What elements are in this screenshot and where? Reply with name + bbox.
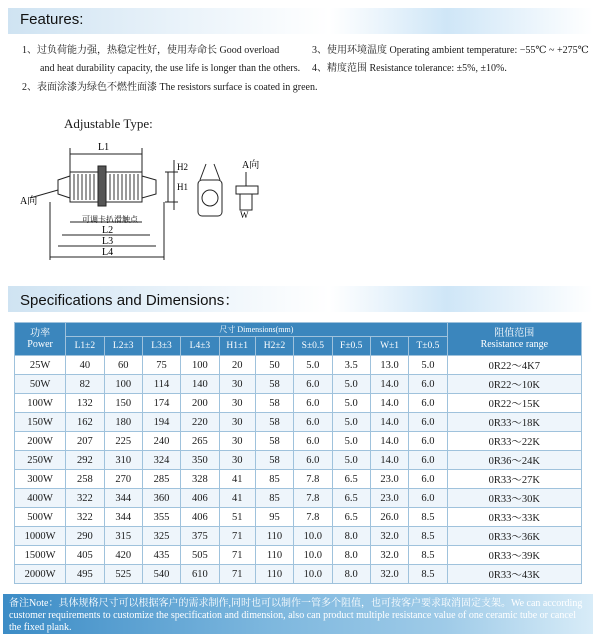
range-cell: 0R33～27K [447, 470, 581, 489]
dimension-cell: 6.0 [294, 394, 332, 413]
dimension-cell: 324 [142, 451, 180, 470]
range-cell: 0R33～18K [447, 413, 581, 432]
dimension-cell: 10.0 [294, 546, 332, 565]
table-row [15, 527, 582, 546]
feature-4: 4、精度范围 Resistance tolerance: ±5%, ±10%. [312, 63, 507, 74]
dimension-cell: 23.0 [370, 489, 408, 508]
dimension-cell: 220 [181, 413, 219, 432]
dimension-cell: 71 [219, 565, 255, 584]
power-cell: 250W [15, 451, 66, 470]
dimension-cell: 355 [142, 508, 180, 527]
dimension-cell: 30 [219, 432, 255, 451]
note-box [3, 594, 593, 634]
dimension-cell: 40 [66, 356, 104, 375]
feature-1-line-2: and heat durability capacity, the use life is longer than the others. [40, 63, 301, 74]
dimension-cell: 8.5 [409, 527, 447, 546]
dim-w-label: W [240, 210, 249, 220]
adjustable-resistor-drawing [20, 132, 290, 267]
dimension-cell: 100 [104, 375, 142, 394]
dim-l2-label: L2 [102, 225, 114, 236]
table-row [15, 546, 582, 565]
dimension-cell: 6.0 [409, 375, 447, 394]
power-cell: 500W [15, 508, 66, 527]
range-cell: 0R33～43K [447, 565, 581, 584]
dimension-cell: 194 [142, 413, 180, 432]
dimension-cell: 162 [66, 413, 104, 432]
table-row [15, 413, 582, 432]
dimension-cell: 14.0 [370, 413, 408, 432]
dimension-cell: 132 [66, 394, 104, 413]
dimension-cell: 258 [66, 470, 104, 489]
dimension-cell: 58 [255, 394, 293, 413]
dimension-cell: 10.0 [294, 565, 332, 584]
dim-h2-label: H2 [177, 162, 188, 172]
dimension-cell: 350 [181, 451, 219, 470]
column-header: F±0.5 [332, 337, 370, 356]
table-row [15, 508, 582, 527]
range-header-en: Resistance range [480, 339, 549, 350]
dimension-cell: 8.0 [332, 565, 370, 584]
dimension-cell: 7.8 [294, 508, 332, 527]
dimension-cell: 310 [104, 451, 142, 470]
dimension-cell: 60 [104, 356, 142, 375]
dimension-cell: 5.0 [332, 413, 370, 432]
dimension-cell: 14.0 [370, 375, 408, 394]
feature-3: 3、使用环境温度 Operating ambient temperature: −55℃ ~ +275℃ [312, 45, 589, 56]
range-cell: 0R33～33K [447, 508, 581, 527]
dim-l4-label: L4 [102, 247, 114, 258]
dimension-cell: 540 [142, 565, 180, 584]
dimension-cell: 6.5 [332, 489, 370, 508]
dimension-cell: 375 [181, 527, 219, 546]
table-row [15, 470, 582, 489]
dimension-cell: 180 [104, 413, 142, 432]
feature-2: 2、表面涂漆为绿色不燃性面漆 The resistors surface is coated in green. [22, 82, 318, 93]
table-row [15, 394, 582, 413]
dimension-cell: 114 [142, 375, 180, 394]
range-cell: 0R33～36K [447, 527, 581, 546]
power-header-cn: 功率 [30, 328, 51, 339]
dimension-cell: 8.5 [409, 565, 447, 584]
features-banner [8, 8, 593, 34]
dimension-cell: 5.0 [332, 375, 370, 394]
column-header: H1±1 [219, 337, 255, 356]
dimension-cell: 14.0 [370, 432, 408, 451]
dimension-cell: 110 [255, 527, 293, 546]
dimension-cell: 225 [104, 432, 142, 451]
dimension-cell: 8.5 [409, 546, 447, 565]
power-cell: 100W [15, 394, 66, 413]
dimension-cell: 6.0 [409, 394, 447, 413]
dimension-cell: 6.0 [409, 470, 447, 489]
dimension-cell: 20 [219, 356, 255, 375]
range-cell: 0R22～10K [447, 375, 581, 394]
range-header-cn: 阻值范围 [494, 328, 535, 339]
dimension-cell: 405 [66, 546, 104, 565]
range-cell: 0R22～15K [447, 394, 581, 413]
dim-l3-label: L3 [102, 236, 114, 247]
dimension-cell: 525 [104, 565, 142, 584]
dimension-cell: 495 [66, 565, 104, 584]
table-row [15, 451, 582, 470]
dimension-cell: 100 [181, 356, 219, 375]
dimension-cell: 6.0 [409, 489, 447, 508]
slider-label: 可调卡扒滑触点 [82, 215, 138, 224]
dimension-cell: 5.0 [332, 451, 370, 470]
range-cell: 0R33～22K [447, 432, 581, 451]
dimension-cell: 328 [181, 470, 219, 489]
dimension-cell: 32.0 [370, 546, 408, 565]
spec-table-body [15, 356, 582, 584]
dimension-cell: 14.0 [370, 451, 408, 470]
power-cell: 1000W [15, 527, 66, 546]
dimension-cell: 58 [255, 432, 293, 451]
spec-table [14, 322, 582, 584]
dimension-cell: 240 [142, 432, 180, 451]
dimension-cell: 3.5 [332, 356, 370, 375]
column-header: L4±3 [181, 337, 219, 356]
dimension-cell: 5.0 [409, 356, 447, 375]
column-header: L2±3 [104, 337, 142, 356]
dimension-cell: 71 [219, 527, 255, 546]
power-cell: 2000W [15, 565, 66, 584]
a-direction-right-label: A向 [242, 160, 260, 171]
dimension-cell: 322 [66, 508, 104, 527]
power-cell: 200W [15, 432, 66, 451]
dimension-cell: 6.5 [332, 470, 370, 489]
dimension-cell: 51 [219, 508, 255, 527]
dimension-cell: 360 [142, 489, 180, 508]
power-header [15, 323, 66, 356]
table-row [15, 565, 582, 584]
power-header-en: Power [27, 339, 53, 350]
dimension-cell: 8.0 [332, 527, 370, 546]
dimension-cell: 174 [142, 394, 180, 413]
dimensions-header: 尺寸 Dimensions(mm) [66, 323, 447, 337]
dimension-cell: 26.0 [370, 508, 408, 527]
range-cell: 0R22～4K7 [447, 356, 581, 375]
range-cell: 0R36～24K [447, 451, 581, 470]
dimension-cell: 406 [181, 508, 219, 527]
dimension-cell: 435 [142, 546, 180, 565]
dimension-cell: 110 [255, 565, 293, 584]
dimension-cell: 290 [66, 527, 104, 546]
dimension-cell: 6.5 [332, 508, 370, 527]
dimension-cell: 6.0 [409, 432, 447, 451]
dimension-cell: 32.0 [370, 527, 408, 546]
dimension-cell: 344 [104, 489, 142, 508]
dimension-cell: 30 [219, 394, 255, 413]
dimension-cell: 30 [219, 375, 255, 394]
table-row [15, 356, 582, 375]
dimension-cell: 6.0 [409, 451, 447, 470]
dimension-cell: 10.0 [294, 527, 332, 546]
dimension-cell: 30 [219, 451, 255, 470]
dimension-cell: 322 [66, 489, 104, 508]
column-header: L1±2 [66, 337, 104, 356]
feature-1-line-1: 1、过负荷能力强，热稳定性好，使用寿命长 Good overload [22, 45, 280, 56]
column-header: T±0.5 [409, 337, 447, 356]
dimension-cell: 5.0 [332, 394, 370, 413]
dimension-cell: 610 [181, 565, 219, 584]
column-header: W±1 [370, 337, 408, 356]
table-row [15, 432, 582, 451]
power-cell: 1500W [15, 546, 66, 565]
adjustable-type-title: Adjustable Type: [64, 116, 153, 131]
dimension-cell: 200 [181, 394, 219, 413]
dimension-cell: 58 [255, 375, 293, 394]
range-cell: 0R33～30K [447, 489, 581, 508]
dimension-cell: 32.0 [370, 565, 408, 584]
dimension-cell: 58 [255, 413, 293, 432]
dimension-cell: 7.8 [294, 489, 332, 508]
dimension-cell: 71 [219, 546, 255, 565]
features-title: Features: [20, 11, 84, 28]
dimension-cell: 420 [104, 546, 142, 565]
dimension-cell: 41 [219, 489, 255, 508]
power-cell: 150W [15, 413, 66, 432]
dimension-cell: 85 [255, 489, 293, 508]
dimension-cell: 315 [104, 527, 142, 546]
dimension-cell: 8.5 [409, 508, 447, 527]
dimension-cell: 6.0 [294, 375, 332, 394]
power-cell: 25W [15, 356, 66, 375]
dimension-cell: 140 [181, 375, 219, 394]
table-row [15, 375, 582, 394]
dimension-cell: 344 [104, 508, 142, 527]
dimension-cell: 325 [142, 527, 180, 546]
dimension-cell: 292 [66, 451, 104, 470]
power-cell: 400W [15, 489, 66, 508]
dimension-cell: 6.0 [294, 413, 332, 432]
dim-h1-label: H1 [177, 182, 188, 192]
range-cell: 0R33～39K [447, 546, 581, 565]
dimension-cell: 6.0 [294, 451, 332, 470]
dimension-cell: 5.0 [294, 356, 332, 375]
dimension-cell: 5.0 [332, 432, 370, 451]
a-direction-left-label: A向 [20, 196, 38, 207]
dim-l1-label: L1 [98, 142, 110, 153]
power-cell: 300W [15, 470, 66, 489]
column-header: H2±2 [255, 337, 293, 356]
power-cell: 50W [15, 375, 66, 394]
dimension-cell: 6.0 [294, 432, 332, 451]
dimension-cell: 95 [255, 508, 293, 527]
dimension-cell: 270 [104, 470, 142, 489]
table-row [15, 489, 582, 508]
dimension-cell: 150 [104, 394, 142, 413]
note-text: 备注Note：具体规格尺寸可以根据客户的需求制作,同时也可以制作一管多个阻值，也可按客户要求取消固定支架。We can according customer requirements to customize the specification and dimension, also can product multiple resistance value of one ceramic tube or cancel the fixed plank. [9, 598, 583, 633]
dimension-cell: 41 [219, 470, 255, 489]
specs-banner [8, 286, 593, 312]
dimension-cell: 265 [181, 432, 219, 451]
dimension-cell: 13.0 [370, 356, 408, 375]
dimension-cell: 85 [255, 470, 293, 489]
dimension-cell: 207 [66, 432, 104, 451]
dimension-cell: 8.0 [332, 546, 370, 565]
specs-title: Specifications and Dimensions： [20, 292, 240, 309]
dimension-cell: 75 [142, 356, 180, 375]
dimension-cell: 505 [181, 546, 219, 565]
dimension-cell: 7.8 [294, 470, 332, 489]
dimension-cell: 23.0 [370, 470, 408, 489]
resistance-range-header [447, 323, 581, 356]
dimension-cell: 110 [255, 546, 293, 565]
dimension-cell: 14.0 [370, 394, 408, 413]
column-header: S±0.5 [294, 337, 332, 356]
dimension-cell: 30 [219, 413, 255, 432]
dimension-cell: 50 [255, 356, 293, 375]
dimension-cell: 406 [181, 489, 219, 508]
dimension-cell: 58 [255, 451, 293, 470]
dimension-cell: 82 [66, 375, 104, 394]
dimension-cell: 285 [142, 470, 180, 489]
dimension-cell: 6.0 [409, 413, 447, 432]
column-header: L3±3 [142, 337, 180, 356]
